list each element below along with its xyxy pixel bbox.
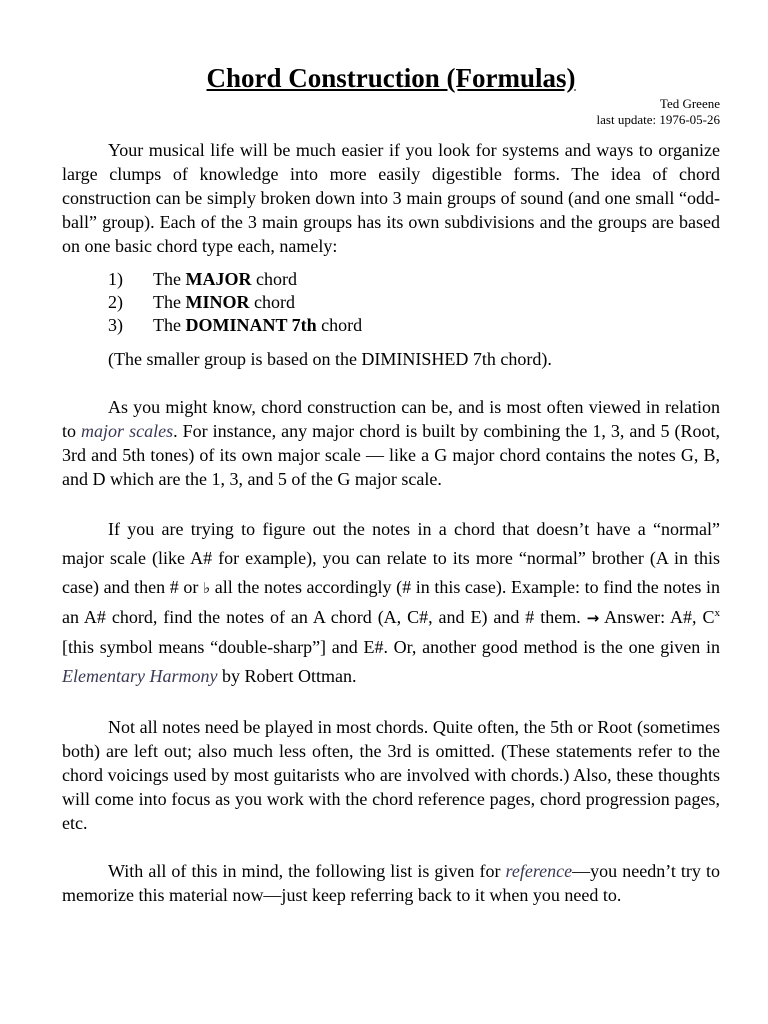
text-run: With all of this in mind, the following list is given for (108, 861, 506, 881)
list-item-prefix: The (153, 315, 186, 335)
list-item-prefix: The (153, 269, 186, 289)
major-scales-paragraph (62, 395, 720, 491)
document-meta (62, 96, 720, 128)
book-title: Elementary Harmony (62, 666, 218, 686)
list-item-suffix: chord (249, 292, 295, 312)
intro-paragraph: Your musical life will be much easier if you look for systems and ways to organize large clumps of knowledge into more easily digestible forms. The idea of chord construction can be simply broken down into 3 main groups of sound (and one small “odd-ball” group). Each of the 3 main groups has its own subdivisions and the groups are based on one basic chord type each, namely: (62, 140, 720, 256)
list-item (108, 268, 720, 291)
author: Ted Greene (659, 96, 720, 111)
text-run: —you needn’t try to memorize this material now—just keep referring back to it when you need to. (62, 861, 720, 905)
list-item-number: 2) (108, 292, 123, 312)
sharps-paragraph (62, 515, 720, 691)
list-item-suffix: chord (251, 269, 297, 289)
text-run: by Robert Ottman. (217, 666, 357, 686)
omissions-paragraph: Not all notes need be played in most chords. Quite often, the 5th or Root (sometimes both) are left out; also much less often, the 3rd is omitted. (These statements refer to the chord voicings used by most guitarists who are involved with chords.) Also, these thoughts will come into focus as you work with the chord reference pages, chord progression pages, etc. (62, 717, 720, 833)
text-run: all the notes accordingly (# in this case). Example: to find the notes in an A# chord, find the notes of an A chord (A, C#, and E) and # them. (62, 577, 720, 627)
text-run: Answer: A#, C (599, 607, 715, 627)
list-item-bold: DOMINANT 7th (185, 315, 317, 335)
flat-icon: ♭ (202, 579, 211, 597)
double-sharp-symbol: x (714, 607, 720, 619)
text-run: If you are trying to figure out the notes in a chord that doesn’t have a “normal” major scale (like A# for example), you can relate to its more “normal” brother (A in this case) and then # or (62, 519, 720, 597)
list-item-number: 1) (108, 269, 123, 289)
list-item (108, 291, 720, 314)
list-item-prefix: The (153, 292, 186, 312)
major-scales-term: major scales (81, 421, 174, 441)
list-item-suffix: chord (316, 315, 363, 335)
list-item-number: 3) (108, 315, 123, 335)
list-item-bold: MINOR (185, 292, 250, 312)
reference-term: reference (505, 861, 573, 881)
arrow-icon: → (586, 609, 600, 627)
text-run: [this symbol means “double-sharp”] and E#. Or, another good method is the one given in (62, 637, 720, 657)
text-run: . For instance, any major chord is built by combining the 1, 3, and 5 (Root, 3rd and 5th tones) of its own major scale — like a G major chord contains the notes G, B, and D which are the 1, 3, and 5 of the G major scale. (62, 421, 720, 489)
text-run: As you might know, chord construction can be, and is most often viewed in relation to (62, 397, 720, 441)
reference-paragraph (62, 859, 720, 907)
smaller-group-note: (The smaller group is based on the DIMINISHED 7th chord). (108, 349, 552, 369)
list-item (108, 314, 720, 337)
list-item-bold: MAJOR (185, 269, 252, 289)
last-update: last update: 1976-05-26 (596, 112, 720, 127)
page-title: Chord Construction (Formulas) (206, 63, 576, 93)
chord-groups-list (62, 268, 720, 337)
